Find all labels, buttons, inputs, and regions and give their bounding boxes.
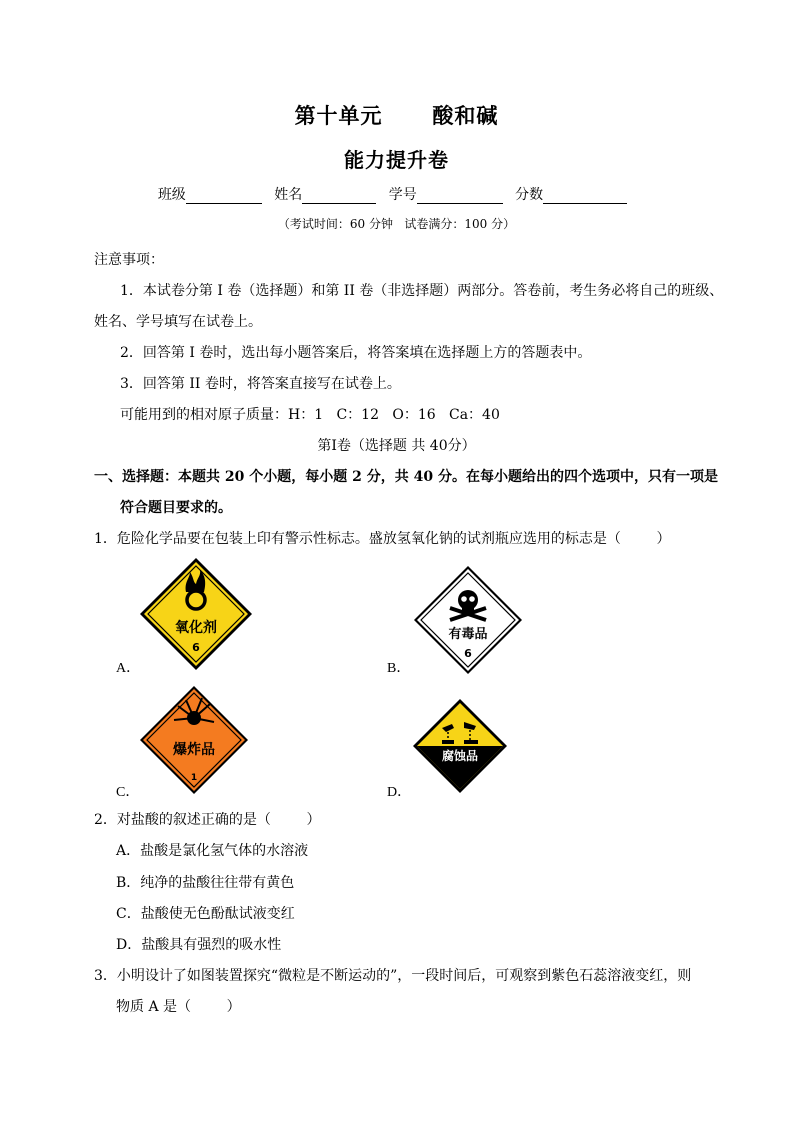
name-field[interactable]	[302, 189, 376, 204]
section-heading: 第Ⅰ卷（选择题 共 40分）	[317, 438, 476, 454]
q1-option-d-label[interactable]: D．	[387, 785, 412, 800]
question-2-stem: 2．对盐酸的叙述正确的是（ ）	[94, 812, 321, 828]
notes-heading: 注意事项：	[94, 252, 164, 268]
page-title: 第十单元 酸和碱	[294, 103, 499, 128]
q1-option-b-label[interactable]: B．	[387, 661, 411, 676]
id-label: 学号	[388, 187, 417, 203]
question-3-stem-a: 3．小明设计了如图装置探究“微粒是不断运动的”，一段时间后，可观察到紫色石蕊溶液变红，则	[94, 968, 692, 984]
question-1-stem: 1．危险化学品要在包装上印有警示性标志。盛放氢氧化钠的试剂瓶应选用的标志是（ ）	[94, 531, 671, 547]
q2-option-b[interactable]: B．纯净的盐酸往往带有黄色	[116, 875, 295, 891]
class-field[interactable]	[186, 189, 262, 204]
score-field[interactable]	[543, 189, 627, 204]
explosive-sign-icon	[138, 684, 250, 796]
class-label: 班级	[157, 187, 186, 203]
q2-option-c[interactable]: C．盐酸使无色酚酞试液变红	[116, 906, 295, 922]
oxidizer-sign-text: 氧化剂	[175, 620, 217, 636]
exam-time-note: （考试时间：60 分钟 试卷满分：100 分）	[277, 217, 516, 231]
note-line-3: 3．回答第 II 卷时，将答案直接写在试卷上。	[120, 376, 401, 392]
id-field[interactable]	[417, 189, 503, 204]
toxic-sign-icon	[412, 564, 524, 676]
toxic-sign-number: 6	[464, 647, 472, 660]
name-label: 姓名	[274, 187, 303, 203]
q2-option-d[interactable]: D．盐酸具有强烈的吸水性	[116, 937, 282, 953]
oxidizer-sign-number: 6	[192, 641, 200, 654]
q2-option-a[interactable]: A．盐酸是氯化氢气体的水溶液	[116, 843, 309, 859]
corrosive-sign-icon	[412, 698, 508, 794]
explosive-sign-number: 1	[190, 773, 198, 783]
note-line-1a: 1．本试卷分第 I 卷（选择题）和第 II 卷（非选择题）两部分。答卷前，考生务必将自己的班级、	[120, 283, 724, 299]
score-label: 分数	[515, 187, 544, 203]
note-line-1b: 姓名、学号填写在试卷上。	[94, 314, 262, 330]
toxic-sign-text: 有毒品	[448, 627, 488, 642]
explosive-sign-text: 爆炸品	[173, 742, 215, 758]
note-line-2: 2．回答第 I 卷时，选出每小题答案后，将答案填在选择题上方的答题表中。	[120, 345, 592, 361]
question-3-stem-b: 物质 A 是（ ）	[116, 999, 241, 1015]
section-instructions-b: 符合题目要求的。	[120, 500, 232, 516]
q1-option-a-label[interactable]: A．	[116, 661, 141, 676]
q1-option-c-label[interactable]: C．	[116, 785, 140, 800]
page-subtitle: 能力提升卷	[344, 148, 449, 172]
oxidizer-sign-icon	[138, 556, 254, 672]
corrosive-sign-text: 腐蚀品	[441, 749, 479, 763]
atomic-mass-line: 可能用到的相对原子质量：H：1 C：12 O：16 Ca：40	[120, 407, 500, 423]
student-info-row	[0, 184, 793, 204]
section-instructions-a: 一、选择题：本题共 20 个小题，每小题 2 分，共 40 分。在每小题给出的四个选项中，只有一项是	[94, 469, 718, 485]
